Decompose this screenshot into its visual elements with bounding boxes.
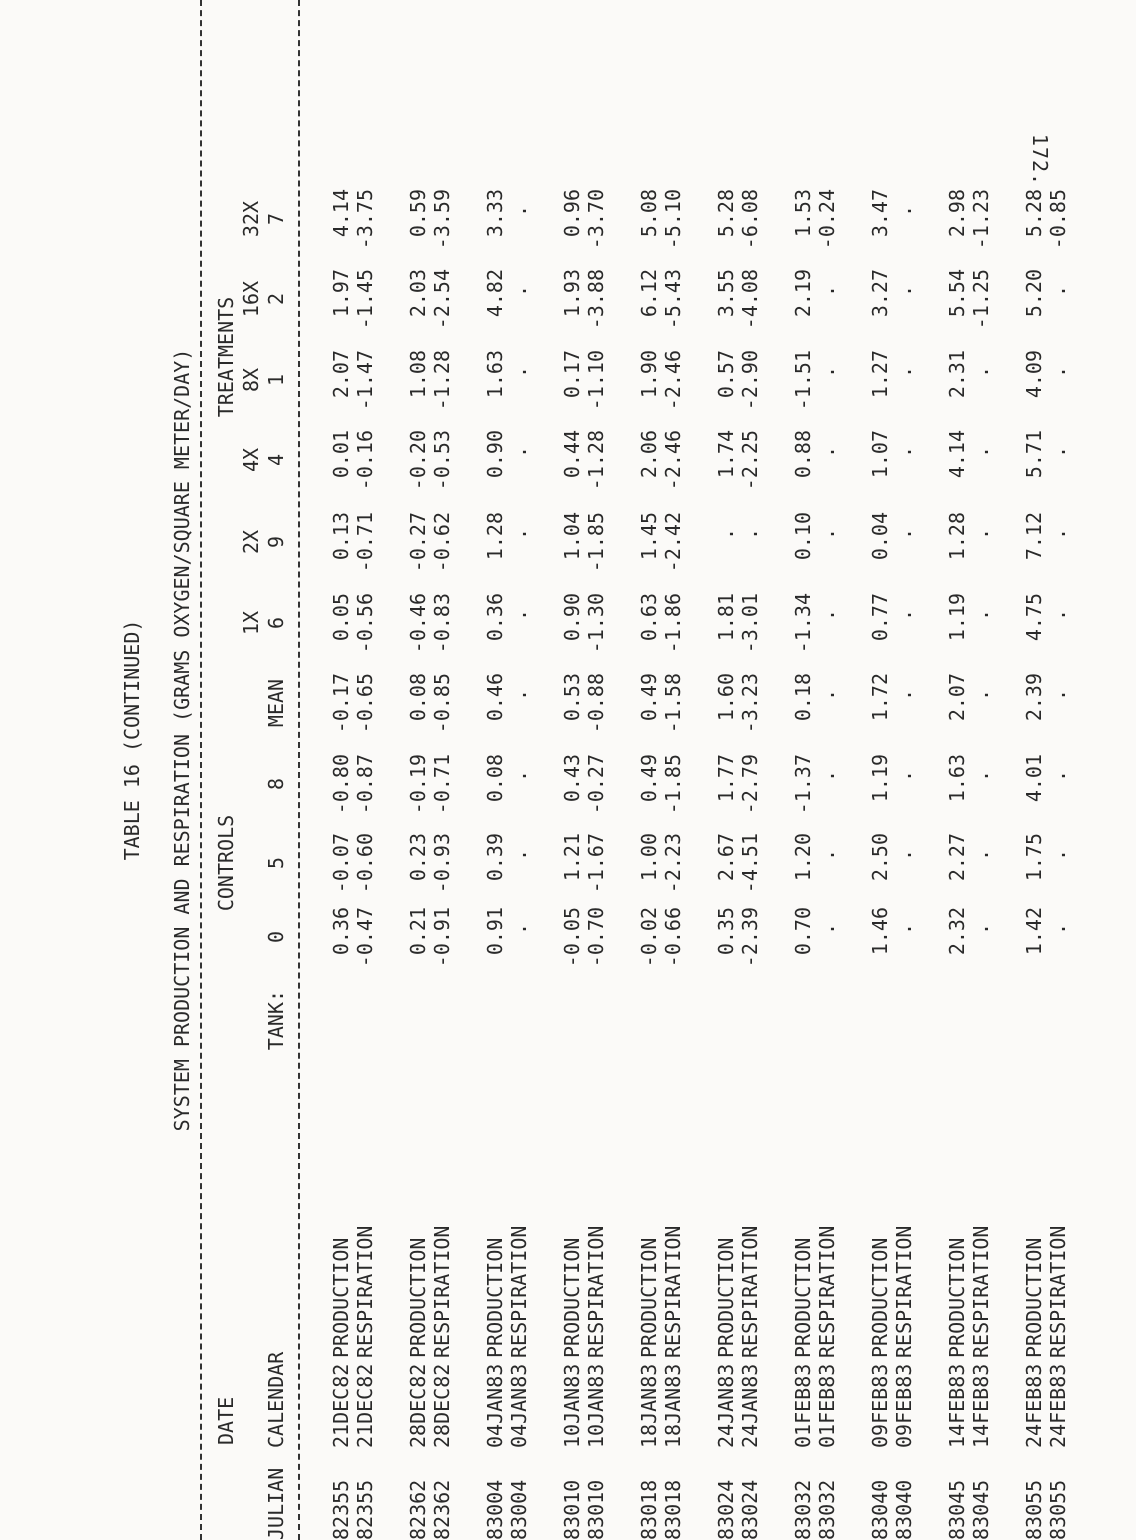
value-cell: 1.04 bbox=[560, 512, 584, 561]
value-cell: 5.20 bbox=[1022, 269, 1046, 318]
measure-type-cell: PRODUCTION bbox=[329, 1237, 353, 1358]
value-cell: 1.00 bbox=[637, 833, 661, 882]
calendar-date-cell: 24JAN83 bbox=[738, 1363, 762, 1448]
value-cell: 1.07 bbox=[868, 430, 892, 479]
value-cell: 5.08 bbox=[637, 189, 661, 238]
value-cell: 0.88 bbox=[791, 430, 815, 479]
value-cell: 0.63 bbox=[637, 593, 661, 642]
value-cell: 7.12 bbox=[1022, 512, 1046, 561]
calendar-date-cell: 10JAN83 bbox=[584, 1363, 608, 1448]
value-cell: 3.47 bbox=[868, 189, 892, 238]
value-cell: -0.07 bbox=[329, 833, 353, 894]
value-cell: . bbox=[1046, 284, 1070, 298]
value-cell: . bbox=[1046, 527, 1070, 541]
value-cell: -0.87 bbox=[353, 754, 377, 815]
value-cell: -2.42 bbox=[661, 512, 685, 573]
value-cell: -1.85 bbox=[661, 754, 685, 815]
value-cell: . bbox=[507, 527, 531, 541]
julian-date-cell: 83018 bbox=[637, 1479, 661, 1540]
value-cell: -1.45 bbox=[353, 269, 377, 330]
value-cell: 3.55 bbox=[714, 269, 738, 318]
value-cell: . bbox=[815, 527, 839, 541]
measure-type-cell: RESPIRATION bbox=[584, 1225, 608, 1358]
value-cell: -2.90 bbox=[738, 350, 762, 411]
value-cell: . bbox=[892, 527, 916, 541]
value-cell: 1.75 bbox=[1022, 833, 1046, 882]
value-cell: -0.88 bbox=[584, 673, 608, 734]
value-cell: . bbox=[1046, 608, 1070, 622]
value-cell: 1.19 bbox=[945, 593, 969, 642]
value-cell: 4.14 bbox=[329, 189, 353, 238]
value-cell: -3.75 bbox=[353, 189, 377, 250]
value-cell: . bbox=[815, 284, 839, 298]
value-cell: . bbox=[892, 848, 916, 862]
julian-date-cell: 83032 bbox=[791, 1479, 815, 1540]
value-cell: -1.86 bbox=[661, 593, 685, 654]
value-cell: . bbox=[507, 922, 531, 936]
value-cell: . bbox=[714, 527, 738, 541]
data-table bbox=[98, 0, 1070, 1540]
value-cell: 2.06 bbox=[637, 430, 661, 479]
value-cell: 0.49 bbox=[637, 673, 661, 722]
value-cell: -1.25 bbox=[969, 269, 993, 330]
value-cell: 0.77 bbox=[868, 593, 892, 642]
value-cell: 0.04 bbox=[868, 512, 892, 561]
value-cell: -2.23 bbox=[661, 833, 685, 894]
measure-type-cell: PRODUCTION bbox=[406, 1237, 430, 1358]
value-cell: . bbox=[507, 848, 531, 862]
treatments-group-header: TREATMENTS bbox=[214, 296, 238, 418]
value-cell: 0.90 bbox=[560, 593, 584, 642]
value-cell: 4.82 bbox=[483, 269, 507, 318]
value-cell: 0.96 bbox=[560, 189, 584, 238]
julian-date-cell: 83040 bbox=[868, 1479, 892, 1540]
tank-number: 8 bbox=[264, 777, 288, 791]
calendar-date-cell: 18JAN83 bbox=[661, 1363, 685, 1448]
measure-type-cell: PRODUCTION bbox=[714, 1237, 738, 1358]
treatment-level: 1X bbox=[239, 610, 263, 636]
value-cell: 0.23 bbox=[406, 833, 430, 882]
julian-header: JULIAN bbox=[264, 1467, 288, 1540]
value-cell: . bbox=[892, 284, 916, 298]
value-cell: 0.36 bbox=[483, 593, 507, 642]
julian-date-cell: 83004 bbox=[483, 1479, 507, 1540]
value-cell: . bbox=[892, 608, 916, 622]
value-cell: . bbox=[1046, 848, 1070, 862]
value-cell: -2.46 bbox=[661, 430, 685, 491]
value-cell: -0.65 bbox=[353, 673, 377, 734]
julian-date-cell: 83055 bbox=[1022, 1479, 1046, 1540]
value-cell: -5.10 bbox=[661, 189, 685, 250]
value-cell: 0.43 bbox=[560, 754, 584, 803]
julian-date-cell: 83010 bbox=[560, 1479, 584, 1540]
value-cell: . bbox=[507, 365, 531, 379]
date-group-header: DATE bbox=[214, 1396, 238, 1445]
value-cell: . bbox=[815, 365, 839, 379]
value-cell: 0.36 bbox=[329, 907, 353, 956]
measure-type-cell: RESPIRATION bbox=[353, 1225, 377, 1358]
value-cell: . bbox=[1046, 365, 1070, 379]
value-cell: -2.79 bbox=[738, 754, 762, 815]
value-cell: . bbox=[969, 848, 993, 862]
value-cell: -0.71 bbox=[430, 754, 454, 815]
value-cell: 1.19 bbox=[868, 754, 892, 803]
value-cell: 1.93 bbox=[560, 269, 584, 318]
tank-number: 5 bbox=[264, 856, 288, 870]
value-cell: 5.28 bbox=[714, 189, 738, 238]
measure-type-cell: RESPIRATION bbox=[1046, 1225, 1070, 1358]
julian-date-cell: 83032 bbox=[815, 1479, 839, 1540]
value-cell: 0.46 bbox=[483, 673, 507, 722]
value-cell: -0.56 bbox=[353, 593, 377, 654]
value-cell: 1.27 bbox=[868, 350, 892, 399]
value-cell: . bbox=[969, 608, 993, 622]
value-cell: 0.49 bbox=[637, 754, 661, 803]
value-cell: -1.67 bbox=[584, 833, 608, 894]
calendar-date-cell: 09FEB83 bbox=[892, 1363, 916, 1448]
value-cell: 5.28 bbox=[1022, 189, 1046, 238]
value-cell: 0.35 bbox=[714, 907, 738, 956]
value-cell: -0.53 bbox=[430, 430, 454, 491]
value-cell: . bbox=[1046, 445, 1070, 459]
value-cell: 1.08 bbox=[406, 350, 430, 399]
value-cell: . bbox=[507, 688, 531, 702]
value-cell: . bbox=[507, 769, 531, 783]
value-cell: 1.28 bbox=[483, 512, 507, 561]
measure-type-cell: RESPIRATION bbox=[738, 1225, 762, 1358]
value-cell: . bbox=[892, 769, 916, 783]
value-cell: 0.13 bbox=[329, 512, 353, 561]
value-cell: 0.05 bbox=[329, 593, 353, 642]
value-cell: 0.59 bbox=[406, 189, 430, 238]
measure-type-cell: PRODUCTION bbox=[791, 1237, 815, 1358]
value-cell: . bbox=[969, 922, 993, 936]
value-cell: -1.47 bbox=[353, 350, 377, 411]
calendar-date-cell: 04JAN83 bbox=[507, 1363, 531, 1448]
julian-date-cell: 83024 bbox=[714, 1479, 738, 1540]
value-cell: -4.08 bbox=[738, 269, 762, 330]
value-cell: -6.08 bbox=[738, 189, 762, 250]
value-cell: -0.83 bbox=[430, 593, 454, 654]
value-cell: 0.39 bbox=[483, 833, 507, 882]
measure-type-cell: RESPIRATION bbox=[661, 1225, 685, 1358]
value-cell: -0.19 bbox=[406, 754, 430, 815]
calendar-date-cell: 21DEC82 bbox=[353, 1363, 377, 1448]
value-cell: 1.46 bbox=[868, 907, 892, 956]
value-cell: 5.54 bbox=[945, 269, 969, 318]
value-cell: -0.70 bbox=[584, 907, 608, 968]
julian-date-cell: 83045 bbox=[969, 1479, 993, 1540]
value-cell: 3.27 bbox=[868, 269, 892, 318]
value-cell: 2.98 bbox=[945, 189, 969, 238]
value-cell: 0.90 bbox=[483, 430, 507, 479]
value-cell: . bbox=[1046, 922, 1070, 936]
calendar-date-cell: 10JAN83 bbox=[560, 1363, 584, 1448]
value-cell: . bbox=[969, 769, 993, 783]
measure-type-cell: RESPIRATION bbox=[969, 1225, 993, 1358]
value-cell: 0.21 bbox=[406, 907, 430, 956]
value-cell: -4.51 bbox=[738, 833, 762, 894]
value-cell: 1.28 bbox=[945, 512, 969, 561]
measure-type-cell: PRODUCTION bbox=[560, 1237, 584, 1358]
calendar-date-cell: 01FEB83 bbox=[815, 1363, 839, 1448]
julian-date-cell: 83045 bbox=[945, 1479, 969, 1540]
value-cell: 2.19 bbox=[791, 269, 815, 318]
value-cell: -2.54 bbox=[430, 269, 454, 330]
value-cell: . bbox=[892, 365, 916, 379]
value-cell: . bbox=[969, 527, 993, 541]
calendar-date-cell: 24FEB83 bbox=[1046, 1363, 1070, 1448]
value-cell: 3.33 bbox=[483, 189, 507, 238]
value-cell: 1.74 bbox=[714, 430, 738, 479]
value-cell: 4.75 bbox=[1022, 593, 1046, 642]
julian-date-cell: 82355 bbox=[329, 1479, 353, 1540]
value-cell: . bbox=[969, 688, 993, 702]
value-cell: -3.23 bbox=[738, 673, 762, 734]
calendar-date-cell: 18JAN83 bbox=[637, 1363, 661, 1448]
measure-type-cell: PRODUCTION bbox=[945, 1237, 969, 1358]
value-cell: 1.81 bbox=[714, 593, 738, 642]
mean-column-header: MEAN bbox=[264, 678, 288, 728]
value-cell: -0.16 bbox=[353, 430, 377, 491]
value-cell: -0.46 bbox=[406, 593, 430, 654]
value-cell: . bbox=[815, 922, 839, 936]
value-cell: 0.08 bbox=[483, 754, 507, 803]
calendar-date-cell: 09FEB83 bbox=[868, 1363, 892, 1448]
value-cell: 5.71 bbox=[1022, 430, 1046, 479]
value-cell: 2.31 bbox=[945, 350, 969, 399]
measure-type-cell: PRODUCTION bbox=[637, 1237, 661, 1358]
calendar-date-cell: 04JAN83 bbox=[483, 1363, 507, 1448]
value-cell: 1.42 bbox=[1022, 907, 1046, 956]
calendar-date-cell: 28DEC82 bbox=[430, 1363, 454, 1448]
value-cell: 0.17 bbox=[560, 350, 584, 399]
value-cell: -1.28 bbox=[584, 430, 608, 491]
value-cell: -2.46 bbox=[661, 350, 685, 411]
value-cell: 2.03 bbox=[406, 269, 430, 318]
value-cell: 4.01 bbox=[1022, 754, 1046, 803]
value-cell: -0.71 bbox=[353, 512, 377, 573]
treatment-level: 16X bbox=[239, 280, 263, 318]
value-cell: -3.59 bbox=[430, 189, 454, 250]
value-cell: . bbox=[892, 922, 916, 936]
value-cell: 2.07 bbox=[329, 350, 353, 399]
julian-date-cell: 83055 bbox=[1046, 1479, 1070, 1540]
value-cell: -3.70 bbox=[584, 189, 608, 250]
value-cell: 2.32 bbox=[945, 907, 969, 956]
value-cell: 0.10 bbox=[791, 512, 815, 561]
value-cell: 1.63 bbox=[945, 754, 969, 803]
value-cell: . bbox=[815, 445, 839, 459]
value-cell: -2.25 bbox=[738, 430, 762, 491]
value-cell: 1.72 bbox=[868, 673, 892, 722]
value-cell: . bbox=[969, 365, 993, 379]
value-cell: 0.70 bbox=[791, 907, 815, 956]
value-cell: 0.57 bbox=[714, 350, 738, 399]
value-cell: -0.17 bbox=[329, 673, 353, 734]
value-cell: -0.80 bbox=[329, 754, 353, 815]
value-cell: 4.09 bbox=[1022, 350, 1046, 399]
julian-date-cell: 83040 bbox=[892, 1479, 916, 1540]
tank-number: 9 bbox=[264, 535, 288, 549]
value-cell: 0.08 bbox=[406, 673, 430, 722]
value-cell: -1.34 bbox=[791, 593, 815, 654]
measure-type-cell: RESPIRATION bbox=[892, 1225, 916, 1358]
measure-type-cell: PRODUCTION bbox=[483, 1237, 507, 1358]
value-cell: 1.63 bbox=[483, 350, 507, 399]
value-cell: 6.12 bbox=[637, 269, 661, 318]
value-cell: . bbox=[892, 445, 916, 459]
tank-number: 2 bbox=[264, 292, 288, 306]
value-cell: -0.24 bbox=[815, 189, 839, 250]
value-cell: -1.10 bbox=[584, 350, 608, 411]
value-cell: 0.53 bbox=[560, 673, 584, 722]
tank-number: 1 bbox=[264, 373, 288, 387]
calendar-date-cell: 24JAN83 bbox=[714, 1363, 738, 1448]
value-cell: 0.01 bbox=[329, 430, 353, 479]
measure-type-cell: RESPIRATION bbox=[430, 1225, 454, 1358]
julian-date-cell: 83004 bbox=[507, 1479, 531, 1540]
value-cell: 0.91 bbox=[483, 907, 507, 956]
value-cell: . bbox=[507, 204, 531, 218]
value-cell: -0.66 bbox=[661, 907, 685, 968]
tank-number: 4 bbox=[264, 453, 288, 467]
value-cell: 2.07 bbox=[945, 673, 969, 722]
value-cell: 4.14 bbox=[945, 430, 969, 479]
value-cell: -0.05 bbox=[560, 907, 584, 968]
value-cell: -1.30 bbox=[584, 593, 608, 654]
value-cell: 1.53 bbox=[791, 189, 815, 238]
treatment-level: 32X bbox=[239, 200, 263, 238]
treatment-level: 8X bbox=[239, 367, 263, 393]
julian-date-cell: 82355 bbox=[353, 1479, 377, 1540]
julian-date-cell: 83024 bbox=[738, 1479, 762, 1540]
calendar-date-cell: 28DEC82 bbox=[406, 1363, 430, 1448]
value-cell: -0.93 bbox=[430, 833, 454, 894]
value-cell: -0.62 bbox=[430, 512, 454, 573]
treatment-level: 2X bbox=[239, 529, 263, 555]
value-cell: 1.60 bbox=[714, 673, 738, 722]
value-cell: -3.88 bbox=[584, 269, 608, 330]
value-cell: -2.39 bbox=[738, 907, 762, 968]
top-rule bbox=[200, 0, 202, 1540]
value-cell: . bbox=[815, 608, 839, 622]
value-cell: . bbox=[969, 445, 993, 459]
tank-label: TANK: bbox=[264, 990, 288, 1051]
value-cell: . bbox=[507, 608, 531, 622]
value-cell: -1.37 bbox=[791, 754, 815, 815]
measure-type-cell: PRODUCTION bbox=[1022, 1237, 1046, 1358]
measure-type-cell: RESPIRATION bbox=[507, 1225, 531, 1358]
value-cell: -1.58 bbox=[661, 673, 685, 734]
value-cell: -1.85 bbox=[584, 512, 608, 573]
value-cell: 1.90 bbox=[637, 350, 661, 399]
value-cell: . bbox=[507, 284, 531, 298]
table-title: TABLE 16 (CONTINUED) bbox=[120, 619, 144, 861]
value-cell: . bbox=[1046, 769, 1070, 783]
value-cell: . bbox=[1046, 688, 1070, 702]
tank-number: 6 bbox=[264, 616, 288, 630]
value-cell: . bbox=[507, 445, 531, 459]
value-cell: -0.20 bbox=[406, 430, 430, 491]
julian-date-cell: 82362 bbox=[430, 1479, 454, 1540]
value-cell: 1.77 bbox=[714, 754, 738, 803]
value-cell: -0.85 bbox=[1046, 189, 1070, 250]
value-cell: . bbox=[892, 204, 916, 218]
tank-number: 0 bbox=[264, 930, 288, 944]
value-cell: -0.91 bbox=[430, 907, 454, 968]
calendar-date-cell: 01FEB83 bbox=[791, 1363, 815, 1448]
measure-type-cell: PRODUCTION bbox=[868, 1237, 892, 1358]
value-cell: -0.60 bbox=[353, 833, 377, 894]
julian-date-cell: 82362 bbox=[406, 1479, 430, 1540]
value-cell: 2.27 bbox=[945, 833, 969, 882]
value-cell: 0.18 bbox=[791, 673, 815, 722]
value-cell: . bbox=[892, 688, 916, 702]
value-cell: 2.67 bbox=[714, 833, 738, 882]
value-cell: . bbox=[815, 688, 839, 702]
header-rule bbox=[298, 0, 300, 1540]
value-cell: 2.50 bbox=[868, 833, 892, 882]
treatment-level: 4X bbox=[239, 447, 263, 473]
value-cell: -1.28 bbox=[430, 350, 454, 411]
value-cell: -0.27 bbox=[584, 754, 608, 815]
value-cell: 1.97 bbox=[329, 269, 353, 318]
value-cell: -5.43 bbox=[661, 269, 685, 330]
calendar-header: CALENDAR bbox=[264, 1351, 288, 1448]
value-cell: 1.45 bbox=[637, 512, 661, 561]
tank-number: 7 bbox=[264, 212, 288, 226]
value-cell: -0.27 bbox=[406, 512, 430, 573]
controls-group-header: CONTROLS bbox=[214, 814, 238, 912]
value-cell: -0.85 bbox=[430, 673, 454, 734]
value-cell: . bbox=[815, 769, 839, 783]
measure-type-cell: RESPIRATION bbox=[815, 1225, 839, 1358]
value-cell: -0.02 bbox=[637, 907, 661, 968]
value-cell: 2.39 bbox=[1022, 673, 1046, 722]
value-cell: -3.01 bbox=[738, 593, 762, 654]
julian-date-cell: 83018 bbox=[661, 1479, 685, 1540]
calendar-date-cell: 14FEB83 bbox=[945, 1363, 969, 1448]
calendar-date-cell: 14FEB83 bbox=[969, 1363, 993, 1448]
julian-date-cell: 83010 bbox=[584, 1479, 608, 1540]
page-number: 172. bbox=[1028, 133, 1052, 187]
table-subtitle: SYSTEM PRODUCTION AND RESPIRATION (GRAMS OXYGEN/SQUARE METER/DAY) bbox=[170, 348, 194, 1132]
value-cell: -0.47 bbox=[353, 907, 377, 968]
calendar-date-cell: 21DEC82 bbox=[329, 1363, 353, 1448]
value-cell: . bbox=[738, 527, 762, 541]
value-cell: -1.23 bbox=[969, 189, 993, 250]
value-cell: . bbox=[815, 848, 839, 862]
value-cell: -1.51 bbox=[791, 350, 815, 411]
value-cell: 0.44 bbox=[560, 430, 584, 479]
value-cell: 1.21 bbox=[560, 833, 584, 882]
value-cell: 1.20 bbox=[791, 833, 815, 882]
calendar-date-cell: 24FEB83 bbox=[1022, 1363, 1046, 1448]
